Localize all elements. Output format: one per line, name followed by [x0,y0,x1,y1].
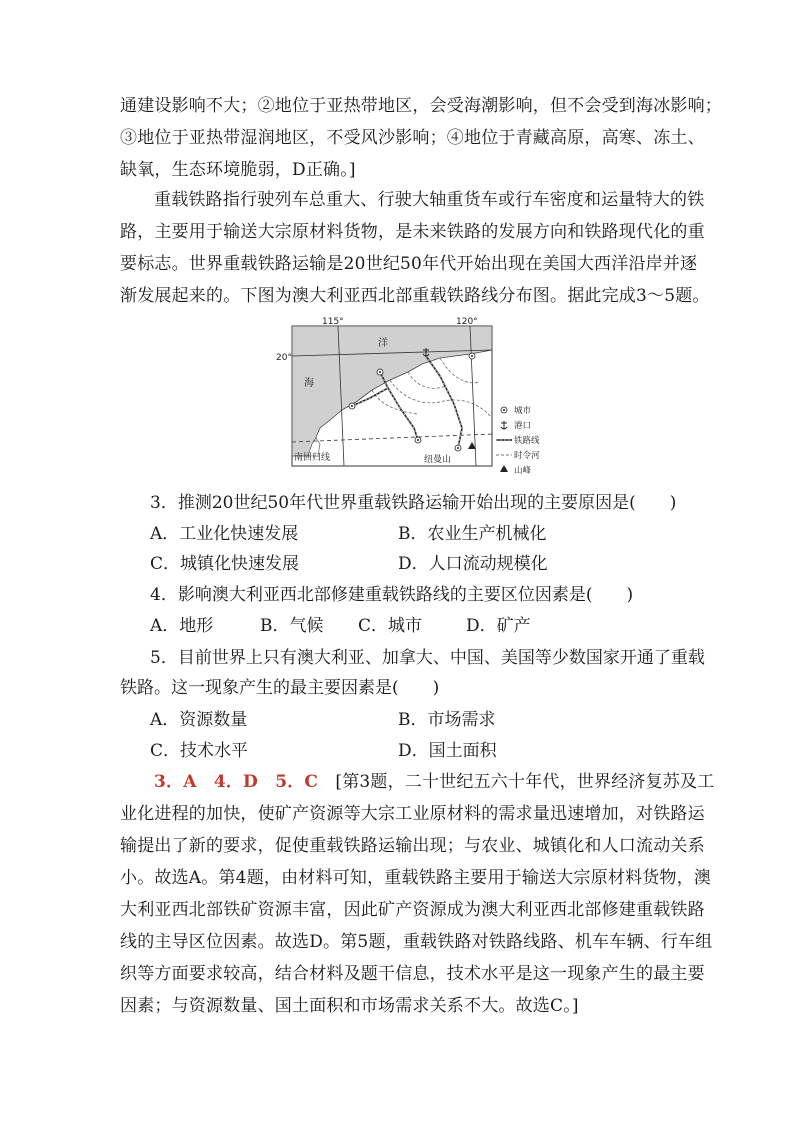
text-line: 重载铁路指行驶列车总重大、行驶大轴重货车或行车密度和运量特大的铁 [154,190,705,210]
answer-explanation [120,766,715,1022]
intro-paragraph [120,184,710,312]
q4-option-d: D．矿产 [466,616,531,636]
question-5-stem-line1: 5．目前世界上只有澳大利亚、加拿大、中国、美国等少数国家开通了重载 [150,648,705,668]
answer-line-1 [120,766,715,798]
text-line: 因素；与资源数量、国土面积和市场需求关系不大。故选C。] [120,996,579,1016]
text-line: 业化进程的加快，使矿产资源等大宗工业原材料的需求量迅速增加，对铁路运 [120,804,705,824]
text-line: 要标志。世界重载铁路运输是20世纪50年代开始出现在美国大西洋沿岸并逐 [120,254,698,274]
legend-river: 时令河 [514,451,540,461]
q5-option-a: A．资源数量 [150,710,248,730]
sea-label: 海 [304,378,314,389]
answer-text: [第3题，二十世纪五六十年代，世界经济复苏及工 [335,772,715,792]
q5-option-b: B．市场需求 [398,710,496,730]
text-line: 织等方面要求较高，结合材料及题干信息，技术水平是这一现象产生的最主要 [120,964,705,984]
lon-120-label: 120° [456,317,478,327]
text-line: 路，主要用于输送大宗原材料货物，是未来铁路的发展方向和铁路现代化的重 [120,222,705,242]
q4-option-c: C．城市 [358,616,423,636]
text-line: ③地位于亚热带湿润地区，不受风沙影响；④地位于青藏高原，高寒、冻土、 [120,128,705,148]
text-line: 缺氧，生态环境脆弱，D正确。] [120,160,356,180]
tropic-label: 南回归线 [294,453,331,463]
legend-port-icon [501,421,507,429]
text-line: 小。故选A。第4题，由材料可知，重载铁路主要用于输送大宗原材料货物，澳 [120,868,712,888]
ocean-label: 洋 [378,338,388,349]
map-legend [496,405,540,476]
prev-answer-paragraph [120,90,722,186]
mountain-label: 纽曼山 [424,455,452,465]
text-line: 大利亚西北部铁矿资源丰富，因此矿产资源成为澳大利亚西北部修建重载铁路 [120,900,705,920]
q4-option-b: B．气候 [260,616,324,636]
question-5-stem-line2: 铁路。这一现象产生的最主要因素是( ) [120,678,440,698]
text-line: 渐发展起来的。下图为澳大利亚西北部重载铁路线分布图。据此完成3～5题。 [120,286,710,306]
text-line: 输提出了新的要求，促使重载铁路运输出现；与农业、城镇化和人口流动关系 [120,836,705,856]
railway-map-figure [276,316,560,478]
q5-option-d: D．国土面积 [398,741,497,761]
question-4-stem: 4．影响澳大利亚西北部修建重载铁路线的主要区位因素是( ) [150,585,634,605]
q3-option-c: C．城镇化快速发展 [150,554,300,574]
legend-city: 城市 [514,406,532,416]
q3-option-a: A．工业化快速发展 [150,524,299,544]
q4-option-a: A．地形 [150,616,214,636]
lon-115-label: 115° [322,317,344,327]
q3-option-b: B．农业生产机械化 [398,524,547,544]
text-line: 通建设影响不大；②地位于亚热带地区，会受海潮影响，但不会受到海冰影响； [120,96,722,116]
legend-peak: 山峰 [514,466,532,476]
question-3-stem: 3．推测20世纪50年代世界重载铁路运输开始出现的主要原因是( ) [150,493,677,513]
answer-key: 3．A 4．D 5．C [154,772,319,792]
lat-20-label: 20° [276,353,292,363]
q5-option-c: C．技术水平 [150,741,249,761]
railway-map [276,316,560,478]
q3-option-d: D．人口流动规模化 [398,554,548,574]
legend-port: 港口 [514,421,532,431]
legend-peak-icon [500,465,508,472]
legend-railway: 铁路线 [514,436,540,446]
text-line: 线的主导区位因素。故选D。第5题，重载铁路对铁路线路、机车车辆、行车组 [120,932,713,952]
